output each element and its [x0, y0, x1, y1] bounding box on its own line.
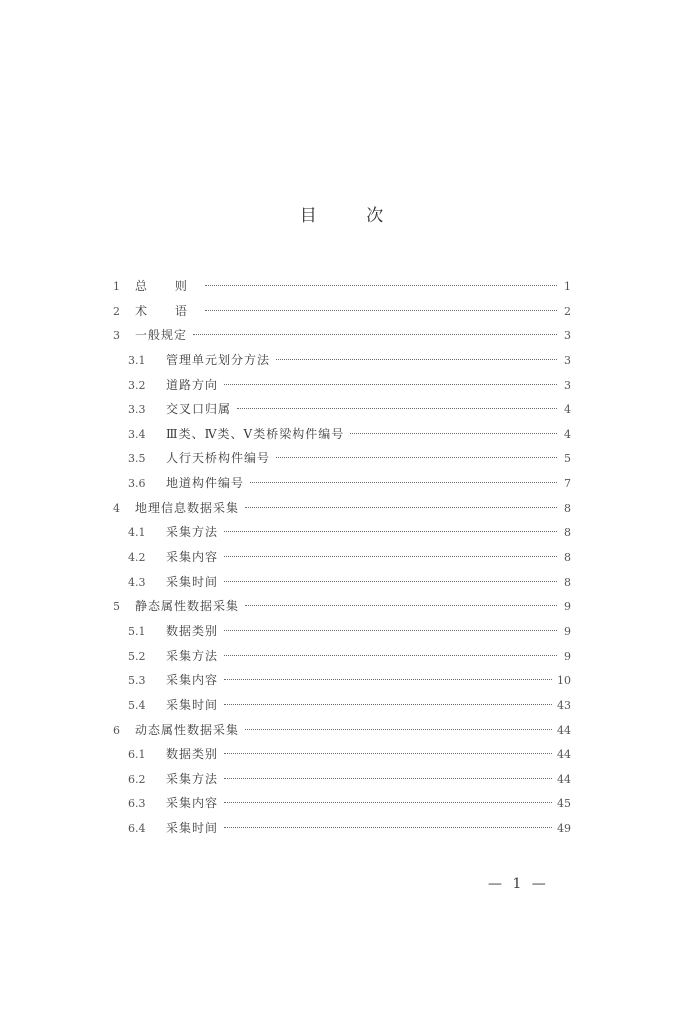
toc-entry-title: 道路方向: [166, 377, 219, 392]
toc-entry-title: 地道构件编号: [166, 476, 245, 491]
toc-entry-page: 3: [564, 353, 571, 367]
toc-dot-leader: [276, 359, 557, 360]
toc-entry-number: 5: [113, 600, 120, 614]
toc-entry[interactable]: [113, 276, 571, 301]
toc-entry-number: 3.2: [128, 378, 146, 392]
toc-dot-leader: [193, 334, 557, 335]
table-of-contents: [113, 276, 571, 843]
toc-entry-page: 8: [564, 551, 571, 565]
toc-entry[interactable]: [113, 744, 571, 769]
toc-dot-leader: [205, 310, 557, 311]
toc-entry-title: 交叉口归属: [166, 402, 232, 417]
toc-dot-leader: [224, 581, 557, 582]
toc-entry-page: 44: [557, 772, 571, 786]
toc-dot-leader: [237, 408, 557, 409]
toc-dot-leader: [224, 753, 552, 754]
toc-entry[interactable]: [113, 547, 571, 572]
toc-entry[interactable]: [113, 695, 571, 720]
toc-entry-page: 44: [557, 748, 571, 762]
toc-dot-leader: [276, 457, 557, 458]
toc-dot-leader: [205, 285, 557, 286]
toc-entry[interactable]: [113, 301, 571, 326]
toc-entry-page: 9: [564, 649, 571, 663]
toc-entry-page: 45: [557, 797, 571, 811]
toc-entry[interactable]: [113, 522, 571, 547]
toc-entry-number: 3.1: [128, 353, 146, 367]
toc-dot-leader: [224, 556, 557, 557]
toc-entry-number: 1: [113, 280, 120, 293]
toc-entry-number: 3.4: [128, 427, 146, 441]
toc-entry-page: 8: [564, 526, 571, 540]
toc-entry-page: 9: [564, 624, 571, 638]
toc-entry-number: 5.1: [128, 624, 146, 638]
page-number: — 1 —: [488, 876, 549, 892]
toc-entry-page: 44: [557, 723, 571, 737]
toc-entry-number: 4.2: [128, 551, 146, 565]
toc-entry-title: 采集时间: [166, 821, 219, 836]
toc-dot-leader: [245, 605, 557, 606]
toc-entry-title: 地理信息数据采集: [135, 500, 240, 515]
toc-entry-number: 3.3: [128, 403, 146, 417]
toc-entry[interactable]: [113, 399, 571, 424]
toc-dot-leader: [250, 482, 557, 483]
toc-entry-page: 4: [564, 427, 571, 441]
page-title: 目 次: [299, 206, 406, 226]
toc-dot-leader: [224, 778, 552, 779]
toc-dot-leader: [350, 433, 557, 434]
toc-entry-title: 术 语: [135, 303, 199, 318]
toc-entry[interactable]: [113, 720, 571, 745]
toc-entry-title: 采集内容: [166, 550, 219, 565]
toc-entry-number: 5.4: [128, 698, 146, 712]
toc-entry-title: 人行天桥构件编号: [166, 451, 271, 466]
toc-entry-page: 43: [557, 698, 571, 712]
toc-entry-title: 动态属性数据采集: [135, 722, 240, 737]
toc-entry-title: 采集时间: [166, 574, 219, 589]
toc-entry[interactable]: [113, 325, 571, 350]
toc-entry-title: 采集方法: [166, 648, 219, 663]
toc-entry-number: 5.2: [128, 649, 146, 663]
toc-dot-leader: [245, 729, 552, 730]
toc-dot-leader: [224, 384, 557, 385]
toc-entry-number: 3.5: [128, 452, 146, 466]
toc-entry-number: 4: [113, 501, 120, 515]
toc-entry[interactable]: [113, 424, 571, 449]
toc-entry-title: 数据类别: [166, 747, 219, 762]
toc-entry[interactable]: [113, 596, 571, 621]
toc-dot-leader: [224, 630, 557, 631]
toc-entry-number: 3: [113, 329, 120, 343]
toc-entry-title: 静态属性数据采集: [135, 599, 240, 614]
toc-entry-number: 4.1: [128, 526, 146, 540]
toc-dot-leader: [224, 802, 552, 803]
toc-dot-leader: [224, 704, 552, 705]
toc-entry[interactable]: [113, 646, 571, 671]
toc-entry-page: 3: [564, 378, 571, 392]
toc-entry[interactable]: [113, 498, 571, 523]
toc-entry-title: 一般规定: [135, 328, 188, 343]
toc-entry-number: 6.4: [128, 822, 146, 836]
toc-entry-page: 1: [564, 280, 571, 293]
toc-entry-title: 采集内容: [166, 796, 219, 811]
toc-dot-leader: [224, 679, 552, 680]
toc-entry[interactable]: [113, 448, 571, 473]
toc-entry[interactable]: [113, 670, 571, 695]
toc-entry-title: 数据类别: [166, 623, 219, 638]
toc-dot-leader: [224, 531, 557, 532]
toc-entry-page: 5: [564, 452, 571, 466]
toc-entry-title: 采集内容: [166, 673, 219, 688]
toc-entry-number: 3.6: [128, 477, 146, 491]
toc-entry-page: 10: [557, 674, 571, 688]
toc-entry-number: 6: [113, 723, 120, 737]
toc-entry[interactable]: [113, 375, 571, 400]
toc-entry-title: 采集方法: [166, 771, 219, 786]
toc-entry-page: 9: [564, 600, 571, 614]
toc-entry-title: 采集方法: [166, 525, 219, 540]
toc-entry-number: 6.1: [128, 748, 146, 762]
toc-entry-title: 管理单元划分方法: [166, 352, 271, 367]
toc-entry-title: Ⅲ类、Ⅳ类、Ⅴ类桥梁构件编号: [166, 426, 345, 441]
toc-entry-page: 49: [557, 822, 571, 836]
toc-entry[interactable]: [113, 473, 571, 498]
toc-dot-leader: [224, 827, 552, 828]
toc-entry-number: 2: [113, 304, 120, 318]
toc-entry[interactable]: [113, 793, 571, 818]
toc-entry[interactable]: [113, 572, 571, 597]
toc-entry-number: 6.3: [128, 797, 146, 811]
toc-dot-leader: [224, 655, 557, 656]
toc-entry-number: 4.3: [128, 575, 146, 589]
toc-entry-title: 总 则: [135, 279, 199, 293]
toc-dot-leader: [245, 507, 557, 508]
toc-entry-page: 3: [564, 329, 571, 343]
toc-entry-page: 8: [564, 575, 571, 589]
toc-entry-page: 8: [564, 501, 571, 515]
toc-entry-number: 6.2: [128, 772, 146, 786]
toc-entry-title: 采集时间: [166, 697, 219, 712]
toc-entry-page: 2: [564, 304, 571, 318]
toc-entry-page: 4: [564, 403, 571, 417]
toc-entry[interactable]: [113, 769, 571, 794]
toc-entry[interactable]: [113, 621, 571, 646]
toc-entry-page: 7: [564, 477, 571, 491]
toc-entry[interactable]: [113, 350, 571, 375]
toc-entry-number: 5.3: [128, 674, 146, 688]
toc-entry[interactable]: [113, 818, 571, 843]
